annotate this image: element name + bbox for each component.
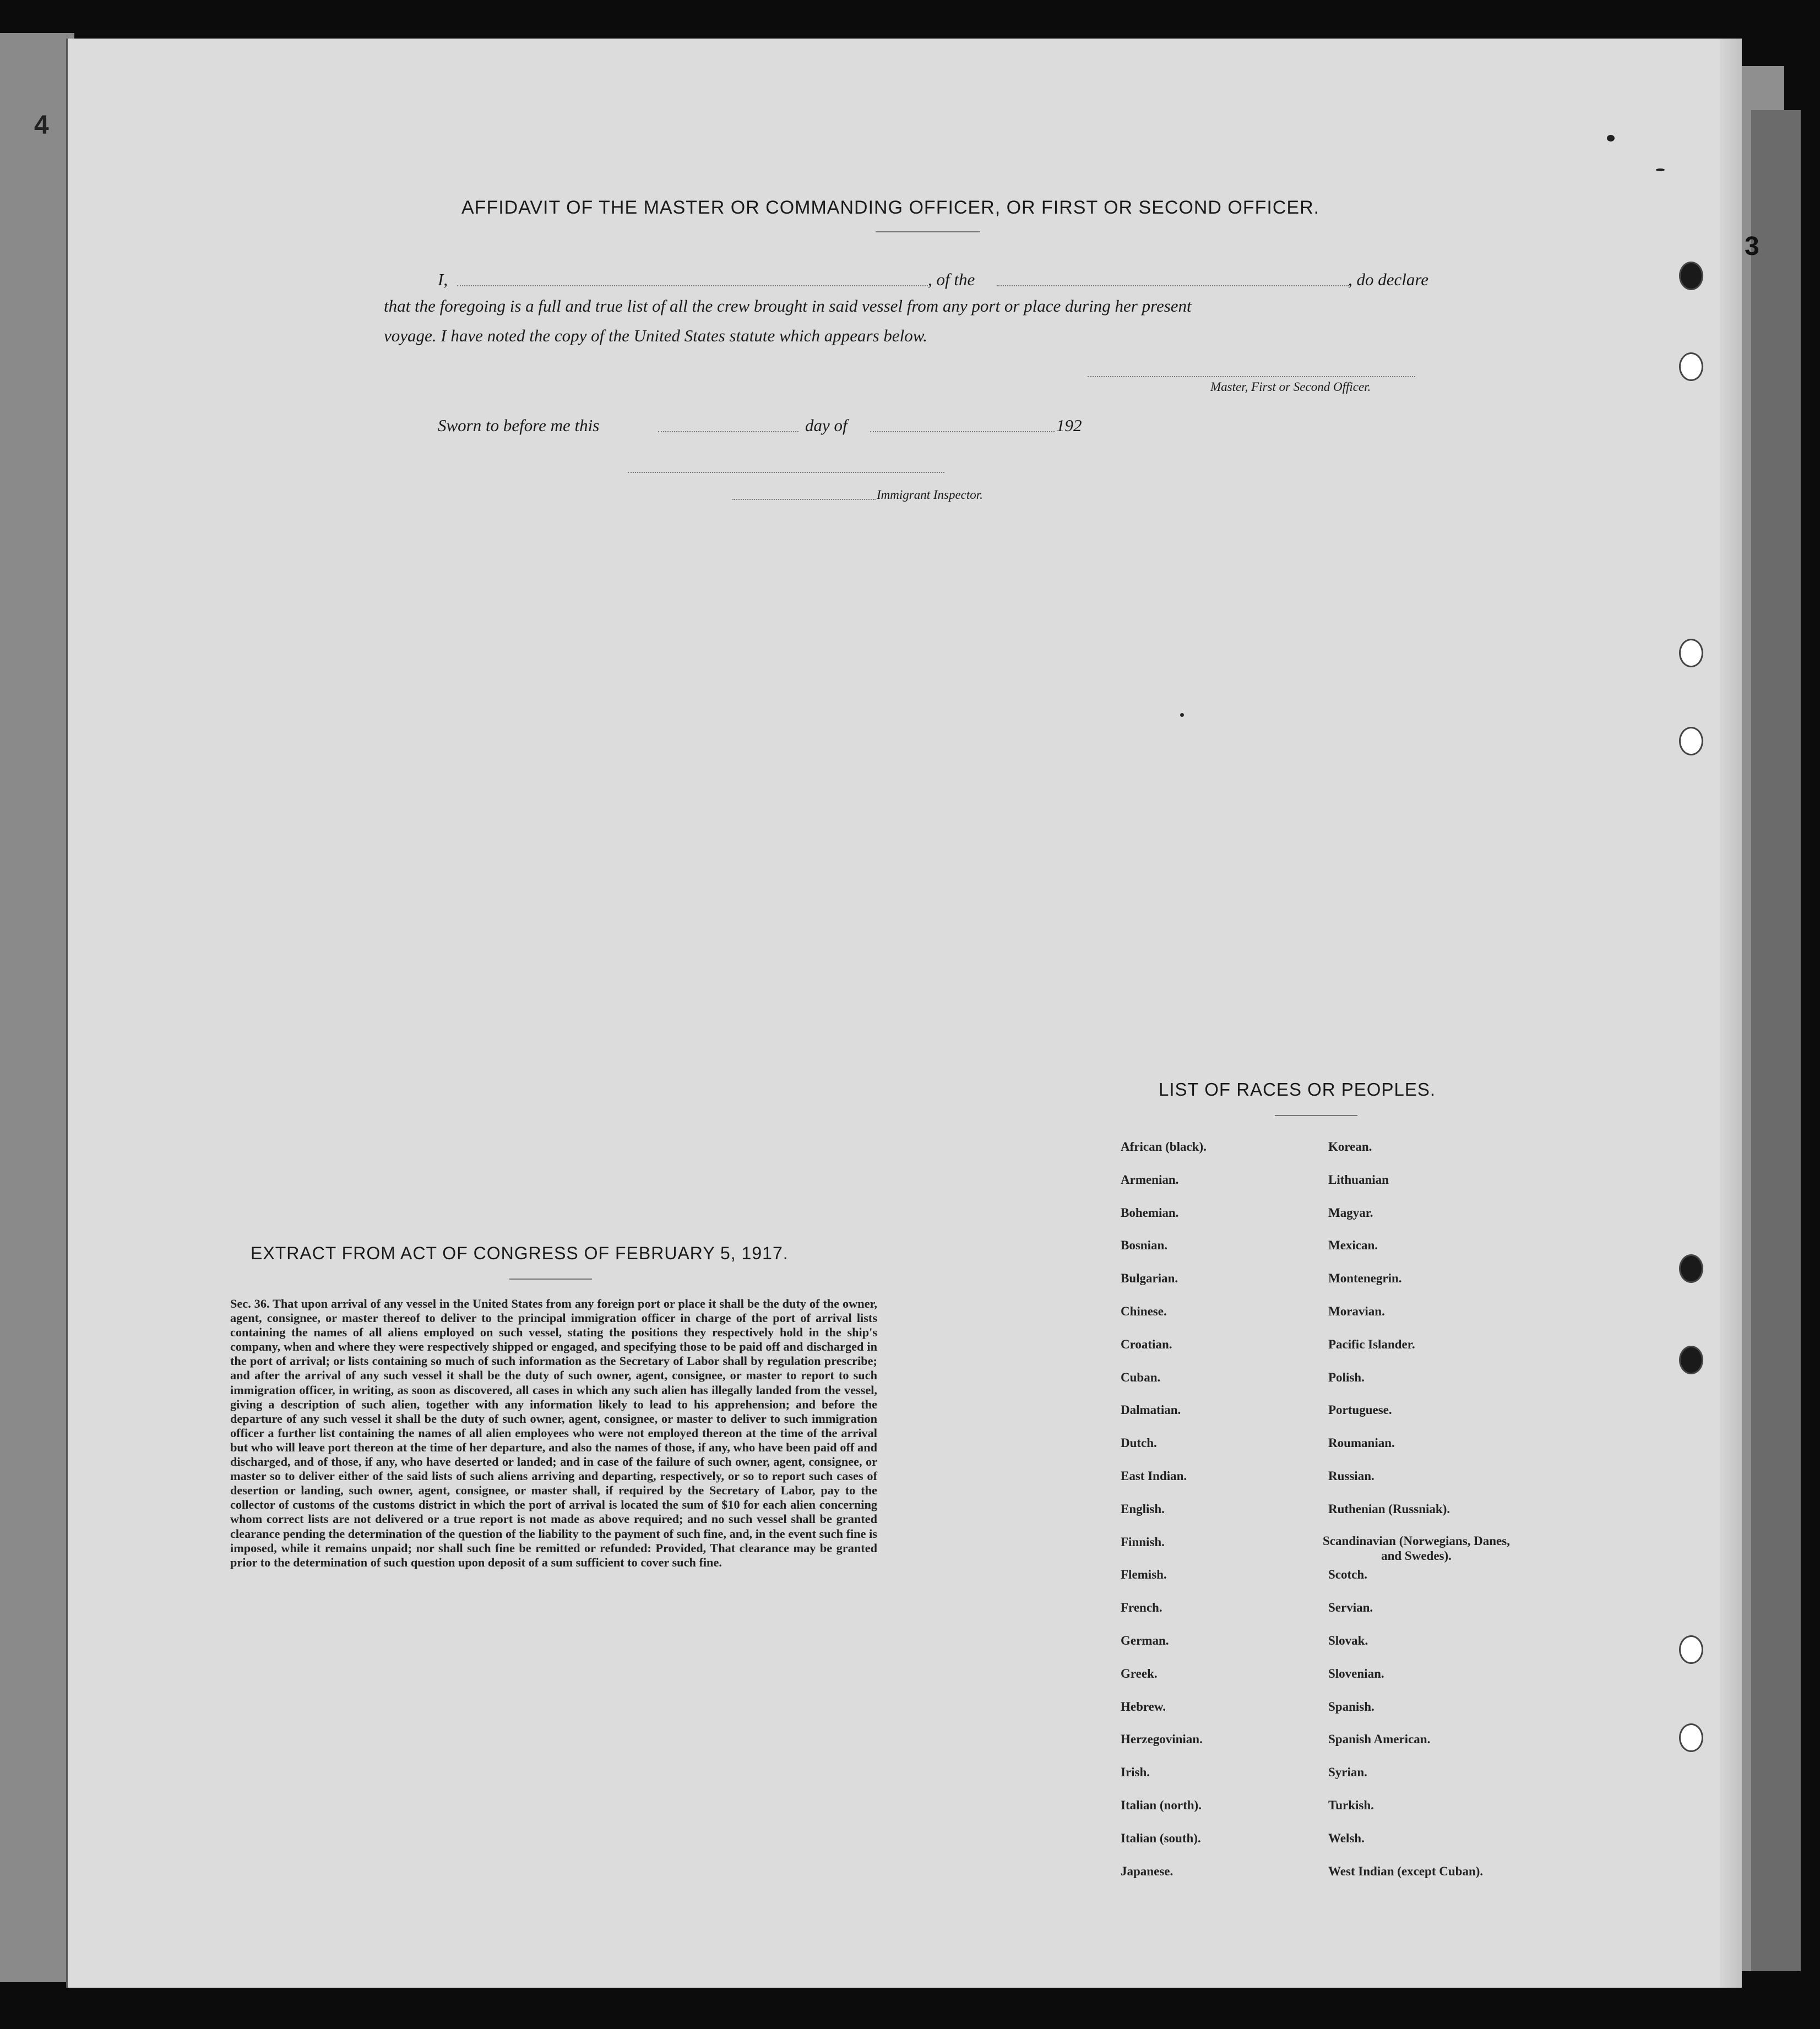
extract-title: EXTRACT FROM ACT OF CONGRESS OF FEBRUARY 5, 1917. — [251, 1243, 789, 1263]
race-left-item: Flemish. — [1121, 1568, 1167, 1582]
back-page-number: 3 — [1745, 232, 1759, 261]
race-right-item: Lithuanian — [1328, 1172, 1389, 1187]
vessel-field-line — [997, 285, 1349, 286]
race-left-item: Hebrew. — [1121, 1699, 1166, 1714]
race-right-item: Scandinavian (Norwegians, Danes, and Swedes). — [1323, 1533, 1510, 1563]
affidavit-do-declare: , do declare — [1348, 270, 1429, 289]
race-left-item: Bosnian. — [1121, 1238, 1168, 1253]
race-left-item: Cuban. — [1121, 1370, 1161, 1384]
race-left-item: Herzegovinian. — [1121, 1732, 1203, 1747]
race-left-item: Croatian. — [1121, 1337, 1172, 1351]
affidavit-i: I, — [438, 270, 448, 289]
binder-hole — [1679, 1254, 1703, 1283]
binder-hole — [1679, 639, 1703, 667]
ink-mark — [1607, 135, 1615, 142]
sworn-month-line — [870, 431, 1055, 432]
adjacent-page-strip — [0, 33, 74, 1982]
race-left-item: Greek. — [1121, 1666, 1158, 1680]
sworn-day-of: day of — [805, 416, 847, 435]
race-left-item: Irish. — [1121, 1765, 1150, 1780]
inspector-short-line — [732, 499, 876, 500]
race-left-item: Bulgarian. — [1121, 1271, 1178, 1286]
race-right-item: West Indian (except Cuban). — [1328, 1864, 1484, 1878]
race-left-item: Dutch. — [1121, 1436, 1157, 1450]
binder-hole — [1679, 1635, 1703, 1664]
adjacent-page-number: 4 — [34, 111, 49, 140]
race-right-item: Ruthenian (Russniak). — [1328, 1502, 1450, 1516]
race-left-item: East Indian. — [1121, 1469, 1187, 1483]
title-rule — [876, 231, 980, 232]
ink-mark — [1180, 713, 1184, 717]
race-right-item: Montenegrin. — [1328, 1271, 1402, 1286]
binder-hole — [1679, 1346, 1703, 1374]
inspector-label: Immigrant Inspector. — [877, 488, 983, 502]
race-left-item: Dalmatian. — [1121, 1403, 1181, 1417]
race-right-item: Pacific Islander. — [1328, 1337, 1415, 1351]
sworn-text: Sworn to before me this — [438, 416, 600, 435]
race-right-item: Spanish. — [1328, 1699, 1374, 1714]
race-left-item: Chinese. — [1121, 1304, 1167, 1318]
race-right-item: Moravian. — [1328, 1304, 1385, 1318]
race-left-item: Armenian. — [1121, 1172, 1179, 1187]
race-left-item: Japanese. — [1121, 1864, 1174, 1878]
affidavit-line-2: that the foregoing is a full and true list of all the crew brought in said vessel from any port or place during her present — [384, 296, 1192, 315]
race-right-item: Spanish American. — [1328, 1732, 1431, 1747]
race-right-item: Roumanian. — [1328, 1436, 1395, 1450]
sworn-year: 192 — [1056, 416, 1082, 435]
race-right-item: Mexican. — [1328, 1238, 1378, 1253]
binder-hole — [1679, 727, 1703, 755]
race-right-item: Magyar. — [1328, 1205, 1373, 1220]
race-left-item: Finnish. — [1121, 1535, 1165, 1549]
binder-hole — [1679, 352, 1703, 381]
extract-title-rule — [509, 1279, 592, 1280]
race-left-item: Italian (south). — [1121, 1831, 1201, 1845]
inspector-signature-line — [628, 472, 944, 473]
sworn-day-line — [658, 431, 798, 432]
race-right-item: Welsh. — [1328, 1831, 1365, 1845]
affidavit-of-the: , of the — [928, 270, 975, 289]
races-title: LIST OF RACES OR PEOPLES. — [1159, 1079, 1436, 1100]
race-left-item: French. — [1121, 1601, 1162, 1615]
affidavit-line-3: voyage. I have noted the copy of the United States statute which appears below. — [384, 326, 927, 345]
race-right-item: Turkish. — [1328, 1798, 1374, 1812]
race-right-item: Syrian. — [1328, 1765, 1367, 1780]
signature-line — [1088, 376, 1415, 377]
binder-hole — [1679, 1723, 1703, 1752]
races-title-rule — [1275, 1115, 1357, 1116]
binder-hole — [1679, 262, 1703, 290]
race-left-item: African (black). — [1121, 1140, 1207, 1154]
affidavit-title: AFFIDAVIT OF THE MASTER OR COMMANDING OFFICER, OR FIRST OR SECOND OFFICER. — [461, 197, 1320, 218]
race-right-item: Slovak. — [1328, 1634, 1368, 1647]
signature-label: Master, First or Second Officer. — [1210, 380, 1371, 394]
ink-mark — [1656, 168, 1665, 171]
race-right-item: Russian. — [1328, 1469, 1374, 1483]
race-left-item: German. — [1121, 1634, 1169, 1647]
back-page-edge-2 — [1751, 110, 1801, 1971]
race-left-item: English. — [1121, 1502, 1165, 1516]
race-right-item: Korean. — [1328, 1140, 1372, 1154]
race-left-item: Bohemian. — [1121, 1205, 1179, 1220]
race-right-item: Portuguese. — [1328, 1403, 1392, 1417]
race-right-item: Servian. — [1328, 1601, 1373, 1615]
race-left-item: Italian (north). — [1121, 1798, 1202, 1812]
race-right-item: Slovenian. — [1328, 1666, 1384, 1680]
race-right-item: Scotch. — [1328, 1568, 1367, 1582]
name-field-line — [457, 285, 928, 286]
extract-body: Sec. 36. That upon arrival of any vessel in the United States from any foreign port or place it shall be the duty of the owner, agent, consignee, or master thereof to deliver to the principal immigration officer in charge of the port of arrival lists containing the names of all aliens employed on such vessel, stating the positions they respectively hold in the ship's company, when and where they were respectively shipped or engaged, and specifying those to be paid off and discharged in the port of arrival; or lists containing so much of such information as the Secretary of Labor shall by regulation prescribe; and after the arrival of any such vessel it shall be the duty of such owner, agent, consignee, or master to report to such immigration officer, in writing, as soon as discovered, all cases in which any such alien has illegally landed from the vessel, giving a description of such alien, together with any information likely to lead to his apprehension; and before the departure of any such vessel it shall be the duty of such owner, agent, consignee, or master to deliver to such immigration officer a further list containing the names of all alien employees who were not employed thereon at the time of the arrival but who will leave port thereon at the time of her departure, and also the names of those, if any, who have been paid off and discharged, and of those, if any, who have deserted or landed; and in case of the failure of such owner, agent, consignee, or master so to deliver either of the said lists of such aliens arriving and departing, respectively, or so to report such cases of desertion or landing, such owner, agent, consignee, or master shall, if required by the Secretary of Labor, pay to the collector of customs of the customs district in which the port of arrival is located the sum of $10 for each alien concerning whom correct lists are not delivered or a true report is not made as above required; and no such vessel shall be granted clearance pending the determination of the question of the liability to the payment of such fine, and, in the event such fine is imposed, while it remains unpaid; nor shall such fine be remitted or refunded: Provided, That clearance may be granted prior to the determination of such question upon deposit of a sum sufficient to cover such fine. — [230, 1297, 877, 1569]
race-right-item: Polish. — [1328, 1370, 1365, 1384]
